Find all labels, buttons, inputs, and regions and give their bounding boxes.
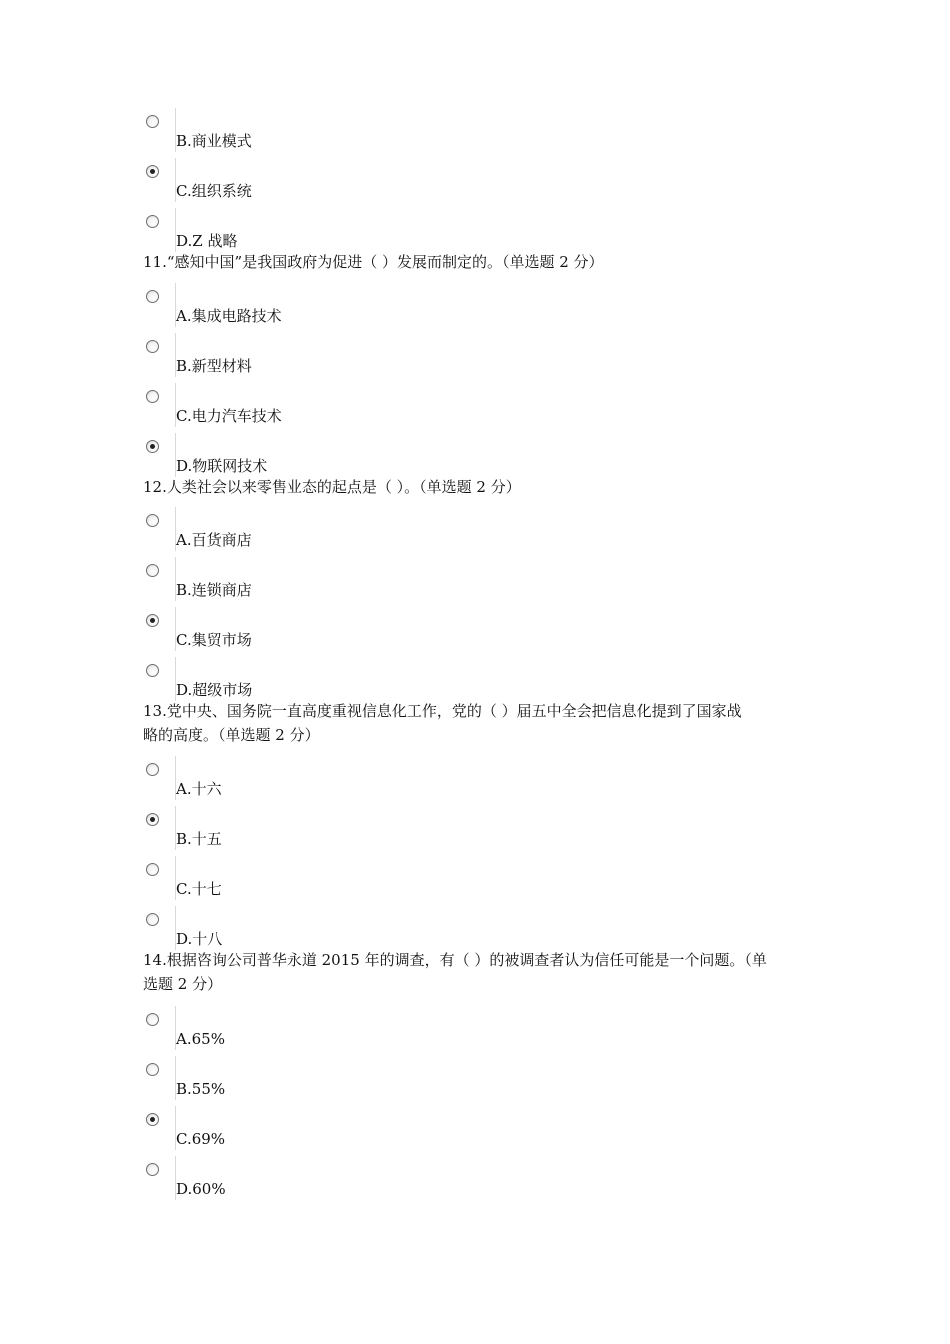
option-label: A.集成电路技术 (176, 307, 282, 325)
option-label: C.集贸市场 (176, 631, 252, 649)
option-frame (143, 108, 176, 152)
option-label: A.十六 (176, 780, 222, 798)
q13-option-a[interactable] (143, 756, 543, 802)
question-11-text: 11.“感知中国”是我国政府为促进（ ）发展而制定的。（单选题 2 分） (143, 253, 604, 271)
radio-button[interactable] (146, 913, 159, 926)
option-frame (143, 906, 176, 950)
option-label: D.Z 战略 (176, 232, 238, 250)
q12-option-c[interactable] (143, 607, 543, 653)
q14-option-d[interactable] (143, 1156, 543, 1202)
q12-option-d[interactable] (143, 657, 543, 703)
radio-button[interactable] (146, 115, 159, 128)
radio-button[interactable] (146, 390, 159, 403)
option-frame (143, 1156, 176, 1200)
option-frame (143, 657, 176, 701)
option-label: D.超级市场 (176, 681, 253, 699)
option-frame (143, 557, 176, 601)
radio-button[interactable] (146, 1013, 159, 1026)
question-12-text: 12.人类社会以来零售业态的起点是（ ）。（单选题 2 分） (143, 478, 521, 496)
q10-option-c[interactable] (143, 158, 543, 204)
option-frame (143, 607, 176, 651)
option-label: A.65% (176, 1030, 225, 1048)
option-frame (143, 333, 176, 377)
option-label: C.十七 (176, 880, 222, 898)
question-14-text-line1: 14.根据咨询公司普华永道 2015 年的调查，有（ ）的被调查者认为信任可能是一个问题。（单 (143, 951, 767, 969)
q13-option-d[interactable] (143, 906, 543, 952)
option-frame (143, 1056, 176, 1100)
radio-button-selected[interactable] (146, 614, 159, 627)
q13-option-b[interactable] (143, 806, 543, 852)
radio-button[interactable] (146, 664, 159, 677)
question-13-text-line1: 13.党中央、国务院一直高度重视信息化工作，党的（ ）届五中全会把信息化提到了国家战 (143, 702, 742, 720)
option-label: D.十八 (176, 930, 223, 948)
radio-button[interactable] (146, 340, 159, 353)
radio-button[interactable] (146, 1063, 159, 1076)
option-label: D.60% (176, 1180, 226, 1198)
option-frame (143, 158, 176, 202)
radio-button[interactable] (146, 1163, 159, 1176)
q14-option-b[interactable] (143, 1056, 543, 1102)
q14-option-c[interactable] (143, 1106, 543, 1152)
option-label: B.连锁商店 (176, 581, 252, 599)
option-label: A.百货商店 (176, 531, 252, 549)
option-label: B.55% (176, 1080, 226, 1098)
radio-button[interactable] (146, 215, 159, 228)
option-label: B.新型材料 (176, 357, 252, 375)
radio-button[interactable] (146, 863, 159, 876)
q12-option-a[interactable] (143, 507, 543, 553)
q11-option-a[interactable] (143, 283, 543, 329)
radio-button[interactable] (146, 290, 159, 303)
question-13-text-line2: 略的高度。（单选题 2 分） (143, 726, 320, 744)
option-label: C.电力汽车技术 (176, 407, 282, 425)
q10-option-d[interactable] (143, 208, 543, 254)
q11-option-b[interactable] (143, 333, 543, 379)
radio-button[interactable] (146, 763, 159, 776)
q11-option-d[interactable] (143, 433, 543, 479)
option-frame (143, 433, 176, 477)
option-frame (143, 856, 176, 900)
q14-option-a[interactable] (143, 1006, 543, 1052)
option-frame (143, 806, 176, 850)
option-label: C.组织系统 (176, 182, 252, 200)
option-label: C.69% (176, 1130, 226, 1148)
question-14-text-line2: 选题 2 分） (143, 975, 223, 993)
radio-button-selected[interactable] (146, 1113, 159, 1126)
q12-option-b[interactable] (143, 557, 543, 603)
q10-option-b[interactable] (143, 108, 543, 154)
option-frame (143, 1006, 176, 1050)
option-frame (143, 383, 176, 427)
radio-button-selected[interactable] (146, 813, 159, 826)
option-frame (143, 756, 176, 800)
q11-option-c[interactable] (143, 383, 543, 429)
q13-option-c[interactable] (143, 856, 543, 902)
option-label: D.物联网技术 (176, 457, 268, 475)
option-frame (143, 208, 176, 252)
option-label: B.商业模式 (176, 132, 252, 150)
option-frame (143, 283, 176, 327)
option-frame (143, 1106, 176, 1150)
option-frame (143, 507, 176, 551)
radio-button[interactable] (146, 564, 159, 577)
radio-button-selected[interactable] (146, 440, 159, 453)
option-label: B.十五 (176, 830, 222, 848)
radio-button-selected[interactable] (146, 165, 159, 178)
radio-button[interactable] (146, 514, 159, 527)
